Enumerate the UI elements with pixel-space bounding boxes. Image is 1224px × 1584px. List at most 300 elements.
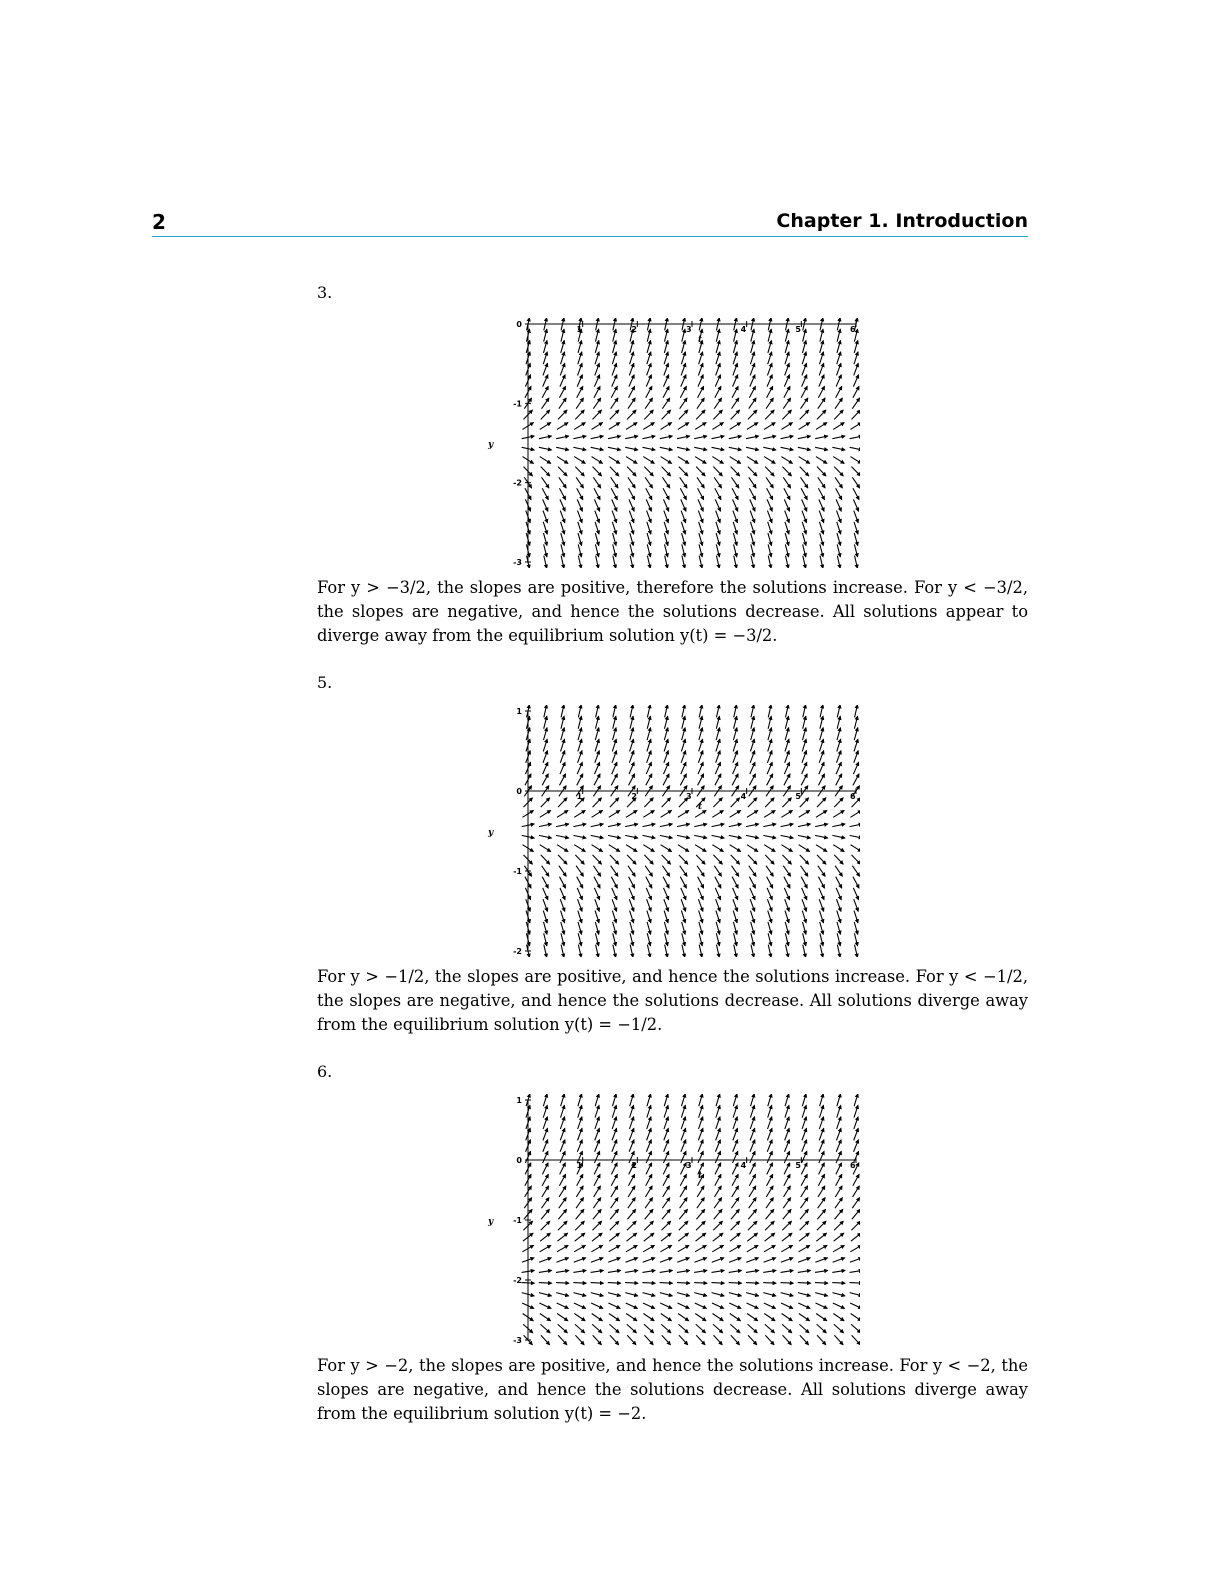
slope-arrow <box>699 533 703 546</box>
slope-arrow <box>854 511 859 523</box>
slope-arrow <box>799 845 810 852</box>
slope-arrow <box>767 363 772 375</box>
slope-arrow <box>612 1094 616 1106</box>
slope-arrow <box>767 499 772 511</box>
slope-arrow <box>802 751 806 763</box>
slope-arrow <box>733 1094 737 1106</box>
slope-arrow <box>646 774 652 785</box>
slope-arrow <box>662 1335 671 1345</box>
slope-arrow <box>733 911 737 923</box>
slope-arrow <box>577 762 582 774</box>
problem-6-explanation: For y > −2, the slopes are positive, and hence the solutions increase. For y < −2, the slopes are negative, and hence the solutions decrease. All solutions diverge away from the equilibrium solution y(t) = −2. <box>317 1356 1028 1423</box>
slope-arrow <box>712 1258 724 1262</box>
slope-arrow <box>665 933 668 946</box>
slope-arrow <box>764 457 775 464</box>
slope-arrow <box>784 1186 791 1197</box>
slope-arrow <box>595 340 599 353</box>
slope-arrow <box>542 1198 550 1209</box>
slope-arrow <box>833 845 844 852</box>
slope-arrow <box>630 1094 634 1106</box>
slope-arrow <box>713 855 722 864</box>
slope-arrow <box>561 544 564 557</box>
slope-arrow <box>767 511 772 523</box>
slope-arrow <box>768 922 772 935</box>
slope-arrow <box>591 1245 602 1251</box>
slope-arrow <box>608 835 621 838</box>
x-tick-label: 1 <box>576 792 583 801</box>
slope-arrow <box>662 798 671 807</box>
slope-arrow <box>541 1335 550 1345</box>
chapter-title: Chapter 1. Introduction <box>776 210 1028 232</box>
slope-arrow <box>630 340 634 353</box>
slope-arrow <box>561 716 564 729</box>
slope-arrow <box>750 911 754 923</box>
slope-arrow <box>610 1335 619 1345</box>
slope-arrow <box>608 447 621 450</box>
slope-arrow <box>661 1233 671 1241</box>
x-axis-label: t <box>698 802 703 812</box>
slope-arrow <box>611 398 618 409</box>
slope-arrow <box>574 423 585 430</box>
slope-arrow <box>560 375 565 387</box>
slope-arrow <box>595 1105 599 1117</box>
slope-arrow <box>663 1163 669 1175</box>
slope-arrow <box>802 911 806 923</box>
slope-arrow <box>612 375 617 387</box>
slope-arrow <box>556 824 569 827</box>
slope-arrow <box>543 511 548 523</box>
slope-arrow <box>561 1105 565 1117</box>
slope-arrow <box>681 363 686 375</box>
slope-arrow <box>660 1283 673 1284</box>
slope-arrow <box>643 1258 655 1262</box>
y-axis-label: y <box>488 440 494 450</box>
slope-arrow <box>854 911 858 923</box>
slope-arrow <box>765 798 774 807</box>
slope-arrow <box>833 1313 844 1320</box>
slope-arrow <box>715 762 720 774</box>
slope-arrow <box>836 511 841 523</box>
x-axis-label: t <box>698 1171 703 1181</box>
y-tick-label: -2 <box>513 1276 522 1285</box>
slope-arrow <box>766 477 773 488</box>
slope-arrow <box>543 751 547 763</box>
slope-arrow <box>559 877 565 888</box>
slope-arrow <box>591 1258 603 1262</box>
slope-arrow <box>716 922 720 935</box>
slope-arrow <box>731 477 738 488</box>
slope-arrow <box>575 1221 584 1230</box>
slope-arrow <box>596 945 599 957</box>
slope-arrow <box>678 1313 689 1320</box>
slope-arrow <box>850 1303 860 1309</box>
slope-arrow <box>578 1128 583 1140</box>
slope-arrow <box>784 386 790 397</box>
slope-arrow <box>734 556 737 568</box>
slope-arrow <box>646 762 651 774</box>
slope-arrow <box>682 945 685 957</box>
slope-arrow <box>694 447 707 450</box>
slope-arrow <box>591 447 604 450</box>
slope-arrow <box>595 1094 599 1106</box>
slope-arrow <box>558 467 567 476</box>
slope-arrow <box>699 705 702 717</box>
slope-arrow <box>714 1198 722 1209</box>
slope-arrow <box>850 835 860 838</box>
slope-arrow <box>680 1174 686 1185</box>
slope-arrow <box>628 1174 634 1185</box>
slope-arrow <box>644 1221 653 1230</box>
slope-arrow <box>750 1163 756 1175</box>
slope-arrow <box>682 705 685 717</box>
slope-arrow <box>851 467 860 476</box>
slope-arrow <box>540 1313 551 1320</box>
slope-arrow <box>750 375 755 387</box>
slope-arrow <box>608 1258 620 1262</box>
slope-arrow <box>596 705 599 717</box>
slope-arrow <box>539 1283 552 1284</box>
slope-arrow <box>576 398 583 409</box>
slope-arrow <box>817 1221 826 1230</box>
slope-arrow <box>733 363 738 375</box>
slope-arrow <box>852 1209 860 1219</box>
slope-arrow <box>836 1140 841 1152</box>
slope-arrow <box>751 340 755 353</box>
slope-arrow <box>819 1105 823 1117</box>
slope-arrow <box>767 1163 773 1175</box>
slope-arrow <box>664 1117 668 1129</box>
slope-arrow <box>613 340 617 353</box>
slope-arrow <box>559 488 565 499</box>
slope-arrow <box>820 340 824 353</box>
slope-arrow <box>662 410 671 419</box>
slope-arrow <box>733 1117 737 1129</box>
slope-arrow <box>556 1270 569 1272</box>
slope-arrow <box>781 835 794 838</box>
y-axis-label: y <box>488 1217 494 1227</box>
slope-arrow <box>665 329 668 342</box>
slope-arrow <box>557 1303 569 1309</box>
slope-arrow <box>803 705 806 717</box>
slope-arrow <box>664 1094 668 1106</box>
slope-arrow <box>561 705 564 717</box>
slope-arrow <box>836 774 842 785</box>
slope-arrow <box>591 824 604 827</box>
slope-arrow <box>781 423 792 430</box>
slope-arrow <box>680 774 686 785</box>
slope-arrow <box>730 423 741 430</box>
slope-arrow <box>542 774 548 785</box>
slope-arrow <box>820 922 824 935</box>
slope-arrow <box>628 398 635 409</box>
slope-arrow <box>764 1313 775 1320</box>
slope-arrow <box>750 1117 754 1129</box>
slope-arrow <box>715 499 720 511</box>
slope-arrow <box>647 705 650 717</box>
slope-arrow <box>715 488 721 499</box>
slope-arrow <box>642 1270 655 1272</box>
slope-arrow <box>836 499 841 511</box>
slope-arrow <box>595 1140 600 1152</box>
slope-arrow <box>627 467 636 476</box>
slope-arrow <box>662 855 671 864</box>
slope-arrow <box>575 1233 585 1241</box>
slope-arrow <box>783 398 790 409</box>
slope-arrow <box>561 329 564 342</box>
slope-arrow <box>664 739 668 751</box>
slope-arrow <box>784 888 789 900</box>
slope-arrow <box>749 866 756 877</box>
slope-arrow <box>836 363 841 375</box>
slope-arrow <box>694 436 707 439</box>
slope-arrow <box>625 1293 638 1296</box>
slope-arrow <box>782 467 791 476</box>
slope-arrow <box>613 933 616 946</box>
slope-arrow <box>803 945 806 957</box>
slope-arrow <box>784 499 789 511</box>
slope-arrow <box>715 1174 721 1185</box>
slope-arrow <box>630 533 634 546</box>
slope-arrow <box>818 488 824 499</box>
slope-arrow <box>660 1303 672 1309</box>
slope-arrow <box>678 1233 688 1241</box>
slope-arrow <box>574 1293 587 1296</box>
slope-arrow <box>561 533 565 546</box>
slope-arrow <box>801 477 808 488</box>
slope-arrow <box>832 1270 845 1272</box>
slope-arrow <box>768 556 771 568</box>
slope-arrow <box>594 888 599 900</box>
slope-arrow <box>766 1186 773 1197</box>
slope-arrow <box>681 911 685 923</box>
slope-arrow <box>642 436 655 439</box>
slope-arrow <box>768 1105 772 1117</box>
slope-arrow <box>817 410 826 419</box>
slope-arrow <box>733 533 737 546</box>
slope-arrow <box>699 522 703 534</box>
slope-arrow <box>785 1105 789 1117</box>
slope-arrow <box>785 911 789 923</box>
slope-arrow <box>784 762 789 774</box>
slope-arrow <box>854 533 858 546</box>
slope-arrow <box>711 1283 724 1284</box>
slope-arrow <box>680 386 686 397</box>
slope-arrow <box>646 499 651 511</box>
slope-arrow <box>646 1163 652 1175</box>
slope-arrow <box>577 1174 583 1185</box>
slope-arrow <box>560 1117 564 1129</box>
slope-arrow <box>681 1094 685 1106</box>
slope-arrow <box>677 436 690 439</box>
slope-arrow <box>820 945 823 957</box>
slope-arrow <box>729 1283 742 1284</box>
slope-arrow <box>559 398 566 409</box>
slope-arrow <box>731 855 740 864</box>
slope-arrow <box>593 1209 601 1219</box>
slope-arrow <box>626 1313 637 1320</box>
slope-arrow <box>714 477 721 488</box>
slope-arrow <box>820 716 823 729</box>
slope-arrow <box>768 1094 772 1106</box>
slope-arrow <box>764 423 775 430</box>
slope-arrow <box>665 705 668 717</box>
slope-arrow <box>716 511 721 523</box>
slope-arrow <box>781 1245 792 1251</box>
slope-arrow <box>559 1198 567 1209</box>
slope-arrow <box>819 1117 823 1129</box>
y-tick-label: 0 <box>516 787 522 796</box>
slope-arrow <box>608 1283 621 1284</box>
slope-arrow <box>815 835 828 838</box>
slope-arrow <box>800 1209 808 1219</box>
slope-arrow <box>750 762 755 774</box>
slope-arrow <box>801 866 808 877</box>
slope-arrow <box>611 877 617 888</box>
slope-arrow <box>767 877 773 888</box>
slope-arrow <box>832 1283 845 1284</box>
slope-arrow <box>750 1140 755 1152</box>
slope-arrow <box>592 1313 603 1320</box>
slope-arrow <box>766 866 773 877</box>
slope-arrow <box>645 1209 653 1219</box>
slope-arrow <box>681 739 685 751</box>
y-axis-label: y <box>488 828 494 838</box>
slope-arrow <box>713 1324 723 1333</box>
slope-arrow <box>798 835 811 838</box>
slope-arrow <box>682 329 685 342</box>
slope-arrow <box>716 352 720 364</box>
slope-arrow <box>678 457 689 464</box>
slope-arrow <box>714 398 721 409</box>
slope-arrow <box>733 340 737 353</box>
slope-arrow <box>750 739 754 751</box>
slope-arrow <box>854 1094 858 1106</box>
slope-arrow <box>854 352 858 364</box>
slope-arrow <box>698 375 703 387</box>
slope-arrow <box>816 845 827 852</box>
slope-arrow <box>682 716 685 729</box>
slope-arrow <box>852 1335 860 1345</box>
slope-arrow <box>716 933 719 946</box>
slope-arrow <box>711 1270 724 1272</box>
slope-arrow <box>644 798 653 807</box>
slope-arrow <box>783 866 790 877</box>
slope-arrow <box>835 1198 843 1209</box>
slope-arrow <box>660 436 673 439</box>
y-tick-label: -1 <box>513 1216 522 1225</box>
slope-arrow <box>837 352 841 364</box>
slope-arrow <box>629 375 634 387</box>
slope-arrow <box>833 1258 845 1262</box>
slope-arrow <box>763 824 776 827</box>
slope-arrow <box>854 522 858 534</box>
slope-arrow <box>627 855 636 864</box>
slope-arrow <box>544 556 547 568</box>
slope-arrow <box>798 436 811 439</box>
slope-arrow <box>626 1245 637 1251</box>
slope-arrow <box>834 798 843 807</box>
slope-arrow <box>539 1258 551 1262</box>
problem-number-6: 6. <box>317 1062 333 1081</box>
slope-arrow <box>593 398 600 409</box>
slope-arrow <box>561 739 565 751</box>
slope-arrow <box>595 922 599 935</box>
slope-arrow <box>646 488 652 499</box>
slope-arrow <box>836 386 842 397</box>
slope-arrow <box>628 1186 635 1197</box>
slope-arrow <box>781 1303 793 1309</box>
slope-arrow <box>576 1209 584 1219</box>
slope-arrow <box>613 544 616 557</box>
slope-arrow <box>610 1209 618 1219</box>
slope-arrow <box>782 855 791 864</box>
x-tick-label: 6 <box>850 325 856 334</box>
slope-arrow <box>680 488 686 499</box>
slope-arrow <box>815 436 828 439</box>
slope-arrow <box>630 716 633 729</box>
slope-arrow <box>751 922 755 935</box>
slope-arrow <box>765 1221 774 1230</box>
slope-arrow <box>595 511 600 523</box>
slope-arrow <box>575 467 584 476</box>
slope-arrow <box>850 1245 860 1251</box>
slope-arrow <box>540 1233 550 1241</box>
slope-arrow <box>729 1293 742 1296</box>
slope-arrow <box>833 1303 845 1309</box>
slope-arrow <box>832 447 845 450</box>
slope-arrow <box>734 933 737 946</box>
slope-arrow <box>764 1245 775 1251</box>
slope-arrow <box>815 1293 828 1296</box>
slope-arrow <box>664 888 669 900</box>
slope-arrow <box>594 877 600 888</box>
slope-arrow <box>819 751 823 763</box>
slope-arrow <box>542 488 548 499</box>
slope-arrow <box>818 1198 826 1209</box>
slope-arrow <box>698 1140 703 1152</box>
slope-arrow <box>712 436 725 439</box>
slope-arrow <box>832 835 845 838</box>
slope-arrow <box>798 1283 811 1284</box>
slope-arrow <box>591 1283 604 1284</box>
slope-arrow <box>578 533 582 546</box>
slope-arrow <box>713 798 722 807</box>
slope-arrow <box>716 1094 720 1106</box>
slope-arrow <box>716 1105 720 1117</box>
slope-arrow <box>559 774 565 785</box>
slope-arrow <box>733 511 738 523</box>
slope-arrow <box>644 1335 653 1345</box>
slope-arrow <box>592 1233 602 1241</box>
slope-arrow <box>785 556 788 568</box>
slope-arrow <box>612 511 617 523</box>
slope-arrow <box>733 352 737 364</box>
slope-arrow <box>630 945 633 957</box>
slope-arrow <box>747 1313 758 1320</box>
slope-arrow <box>837 522 841 534</box>
slope-arrow <box>574 1258 586 1262</box>
slope-arrow <box>747 845 758 852</box>
problem-3-explanation: For y > −3/2, the slopes are positive, therefore the solutions increase. For y < −3/2, the slopes are negative, and hence the solutions decrease. All solutions appear to diverge away from the equilibrium solution y(t) = −3/2. <box>317 578 1028 645</box>
slope-arrow <box>560 751 564 763</box>
slope-arrow <box>767 774 773 785</box>
slope-arrow <box>836 1151 841 1163</box>
slope-arrow <box>681 375 686 387</box>
slope-arrow <box>801 386 807 397</box>
slope-arrow <box>803 716 806 729</box>
slope-arrow <box>837 1094 841 1106</box>
slope-arrow <box>679 467 688 476</box>
